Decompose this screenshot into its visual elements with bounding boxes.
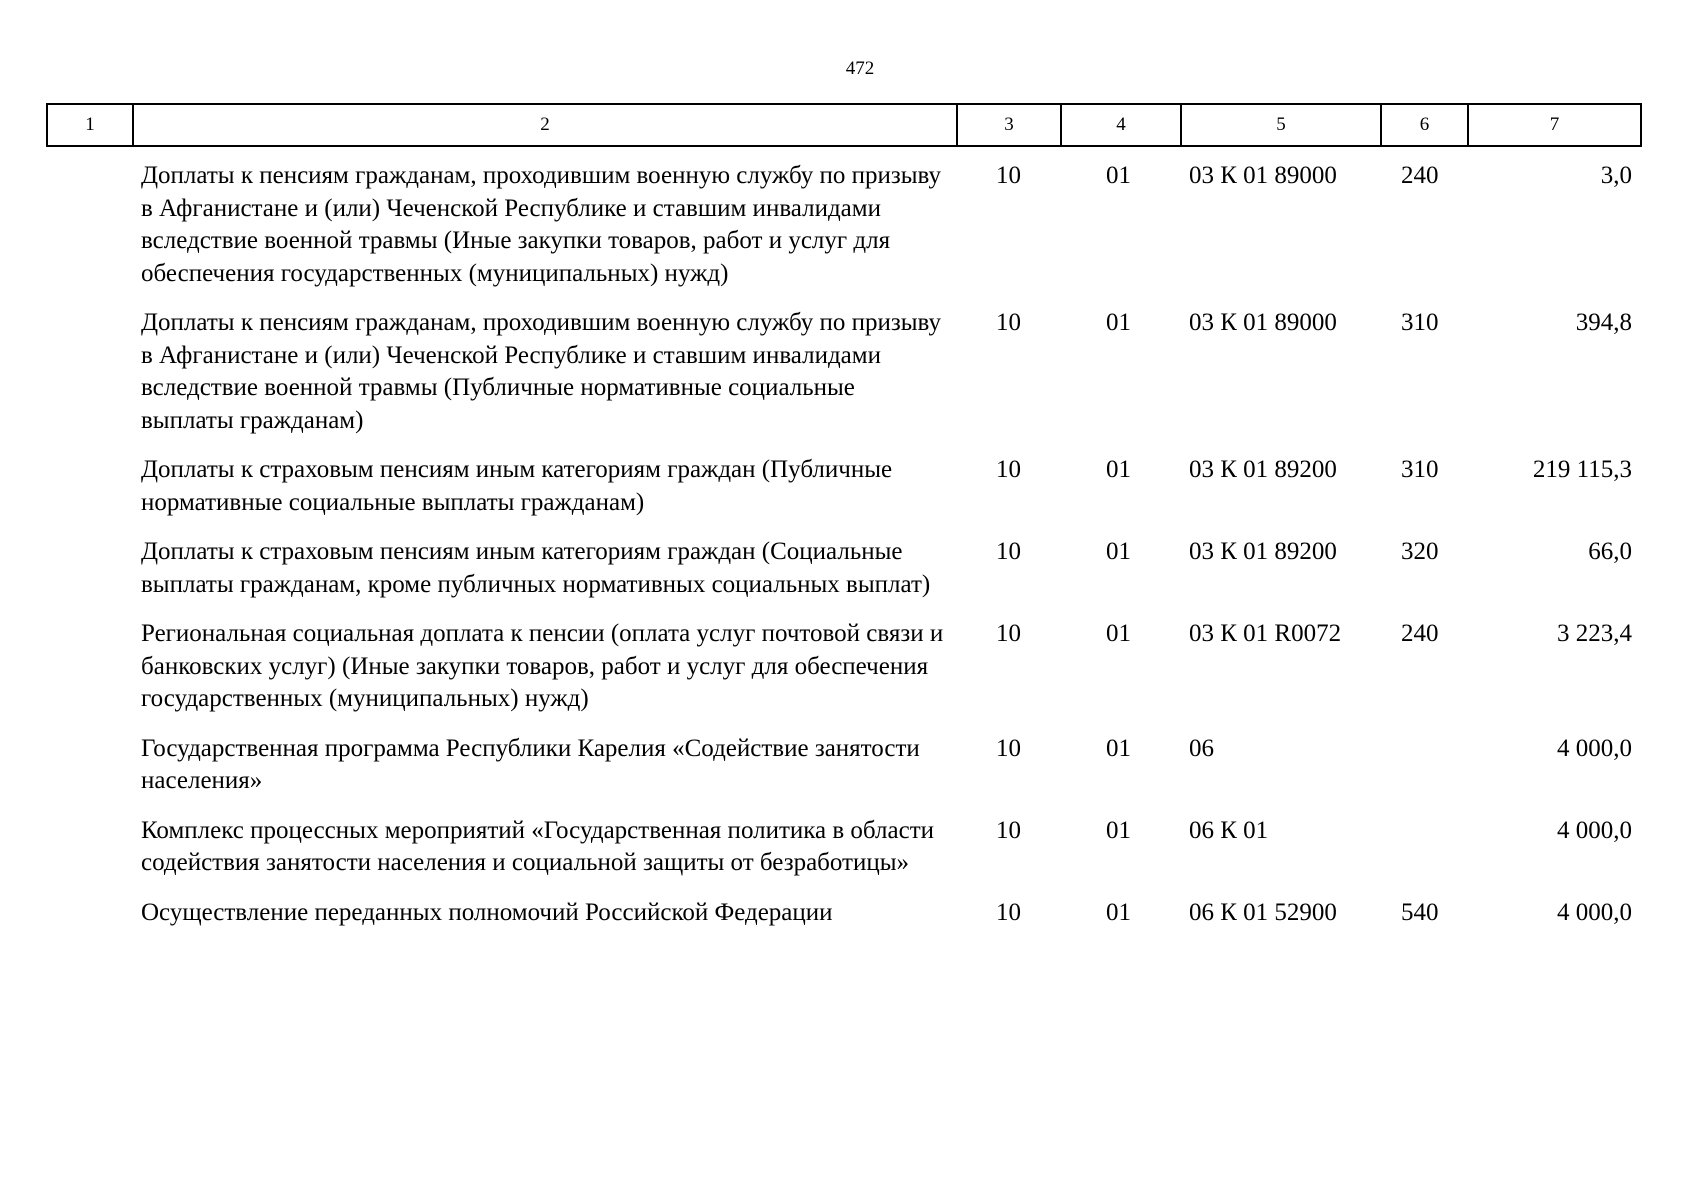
table-row	[46, 897, 1640, 947]
row-name: Комплекс процессных мероприятий «Государственная политика в области содействия занятости населения и социальной защиты от безработицы»	[141, 816, 935, 876]
row-expense-type: 240	[1401, 162, 1439, 189]
row-subsection: 01	[1106, 898, 1131, 926]
budget-table-body	[46, 160, 1640, 946]
row-target-code: 06 К 01 52900	[1189, 898, 1337, 926]
row-amount: 66,0	[1588, 538, 1632, 565]
row-target-code: 03 К 01 89000	[1189, 162, 1337, 189]
row-amount: 4 000,0	[1557, 734, 1632, 762]
row-section: 10	[996, 816, 1021, 844]
column-header-5: 5	[1181, 104, 1381, 146]
row-target-code: 03 К 01 89000	[1189, 309, 1337, 336]
row-name: Осуществление переданных полномочий Российской Федерации	[141, 898, 833, 926]
row-target-code: 03 К 01 89200	[1189, 538, 1337, 565]
row-expense-type: 320	[1401, 538, 1439, 565]
row-amount: 3,0	[1600, 162, 1632, 189]
row-subsection: 01	[1106, 162, 1131, 189]
row-target-code: 03 К 01 89200	[1189, 456, 1337, 483]
row-section: 10	[996, 309, 1021, 336]
row-expense-type	[1380, 733, 1467, 815]
row-subsection: 01	[1106, 734, 1131, 762]
row-name: Доплаты к пенсиям гражданам, проходившим военную службу по призыву в Афганистане и (или) Чеченской Республике и ставшим инвалидами вследствие военной травмы (Публичные нормативные социальные выплаты гражданам)	[141, 309, 941, 434]
table-row	[46, 733, 1640, 815]
table-row	[46, 454, 1640, 536]
row-expense-type: 310	[1401, 309, 1439, 336]
row-name: Региональная социальная доплата к пенсии (оплата услуг почтовой связи и банковских услуг) (Иные закупки товаров, работ и услуг для обеспечения государственных (муниципальных) нужд)	[141, 620, 944, 712]
row-expense-type	[1380, 815, 1467, 897]
row-section: 10	[996, 456, 1021, 483]
row-amount: 4 000,0	[1557, 898, 1632, 926]
budget-table	[46, 160, 1640, 946]
table-row	[46, 307, 1640, 454]
row-expense-type: 540	[1401, 898, 1439, 926]
table-row	[46, 618, 1640, 733]
row-name: Доплаты к страховым пенсиям иным категориям граждан (Социальные выплаты гражданам, кроме публичных нормативных социальных выплат)	[141, 538, 931, 598]
row-subsection: 01	[1106, 456, 1131, 483]
row-name: Доплаты к пенсиям гражданам, проходившим военную службу по призыву в Афганистане и (или) Чеченской Республике и ставшим инвалидами вследствие военной травмы (Иные закупки товаров, работ и услуг для обеспечения государственных (муниципальных) нужд)	[141, 162, 941, 287]
row-amount: 394,8	[1575, 309, 1632, 336]
table-row	[46, 160, 1640, 307]
row-expense-type: 240	[1401, 620, 1439, 647]
row-amount: 219 115,3	[1532, 456, 1632, 483]
column-header-4: 4	[1061, 104, 1181, 146]
row-name: Государственная программа Республики Карелия «Содействие занятости населения»	[141, 734, 920, 794]
column-header-table	[46, 103, 1642, 147]
row-target-code: 06	[1189, 734, 1214, 762]
row-expense-type: 310	[1401, 456, 1439, 483]
row-target-code: 06 К 01	[1189, 816, 1269, 844]
row-subsection: 01	[1106, 538, 1131, 565]
column-header-2: 2	[133, 104, 957, 146]
row-subsection: 01	[1106, 620, 1131, 647]
row-section: 10	[996, 162, 1021, 189]
row-target-code: 03 К 01 R0072	[1189, 620, 1342, 647]
row-section: 10	[996, 620, 1021, 647]
row-section: 10	[996, 538, 1021, 565]
row-name: Доплаты к страховым пенсиям иным категориям граждан (Публичные нормативные социальные выплаты гражданам)	[141, 456, 893, 516]
row-subsection: 01	[1106, 816, 1131, 844]
column-header-row	[47, 104, 1641, 146]
column-header-7: 7	[1468, 104, 1641, 146]
table-row	[46, 536, 1640, 618]
page-number: 472	[845, 58, 875, 79]
table-row	[46, 815, 1640, 897]
column-header-1: 1	[47, 104, 133, 146]
column-header-3: 3	[957, 104, 1061, 146]
row-amount: 3 223,4	[1557, 620, 1632, 647]
row-section: 10	[996, 734, 1021, 762]
row-section: 10	[996, 898, 1021, 926]
row-subsection: 01	[1106, 309, 1131, 336]
row-amount: 4 000,0	[1557, 816, 1632, 844]
column-header-6: 6	[1381, 104, 1468, 146]
